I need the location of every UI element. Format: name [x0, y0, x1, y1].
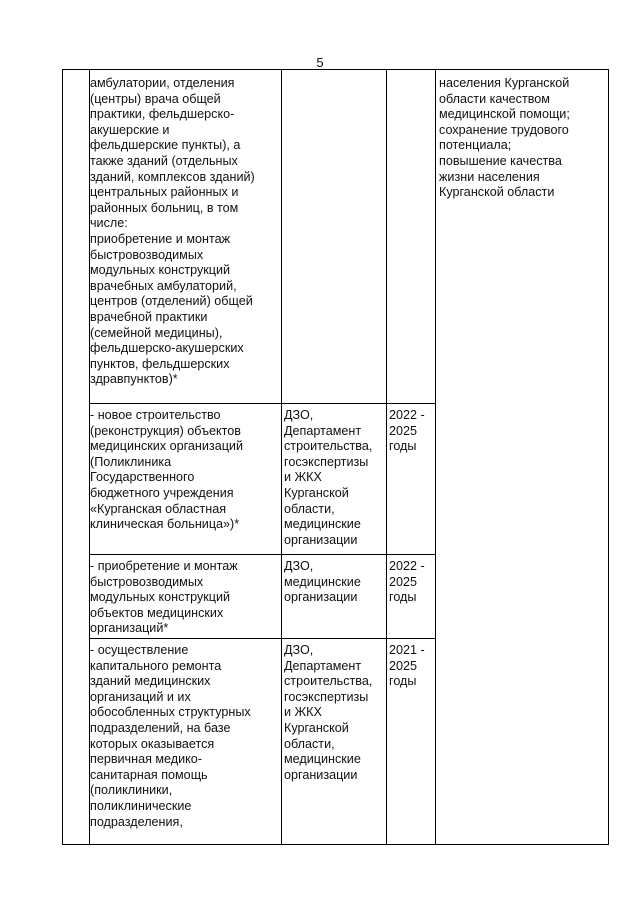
row-description: амбулатории, отделения (центры) врача общей практики, фельдшерско- акушерские и фельдшерские пункты), а также зданий (отдельных зданий, комплексов зданий) центральных районных и районных больниц, в том числе: приобретение и монтаж быстровозводимых модульных конструкций врачебных амбулаторий, центров (отделений) общей врачебной практики (семейной медицины), фельдшерско-акушерских пунктов, фельдшерских здравпунктов)* [90, 76, 255, 387]
row-description: - приобретение и монтаж быстровозводимых модульных конструкций объектов медицинских организаций* [90, 559, 238, 636]
row-description: - новое строительство (реконструкция) объектов медицинских организаций (Поликлиника Государственного бюджетного учреждения «Курганская областная клиническая больница»)* [90, 408, 243, 532]
row-executors: ДЗО, медицинские организации [284, 559, 361, 605]
row-divider [89, 554, 436, 555]
row-divider [89, 638, 436, 639]
measures-table [62, 69, 609, 845]
row-description: - осуществление капитального ремонта зданий медицинских организаций и их обособленных структурных подразделений, на базе которых оказывается первичная медико- санитарная помощь (поликлиники, поликлинические подразделения, [90, 643, 251, 829]
expected-results: населения Курганской области качеством медицинской помощи; сохранение трудового потенциала; повышение качества жизни населения Курганской области [439, 76, 570, 200]
row-executors: ДЗО, Департамент строительства, госэкспертизы и ЖКХ Курганской области, медицинские организации [284, 408, 373, 547]
row-divider [89, 403, 436, 404]
row-years: 2022 - 2025 годы [389, 559, 425, 605]
page-number: 5 [316, 55, 324, 70]
column-divider [386, 70, 387, 844]
row-years: 2022 - 2025 годы [389, 408, 425, 454]
row-executors: ДЗО, Департамент строительства, госэкспертизы и ЖКХ Курганской области, медицинские организации [284, 643, 373, 782]
row-years: 2021 - 2025 годы [389, 643, 425, 689]
column-divider [435, 70, 436, 844]
